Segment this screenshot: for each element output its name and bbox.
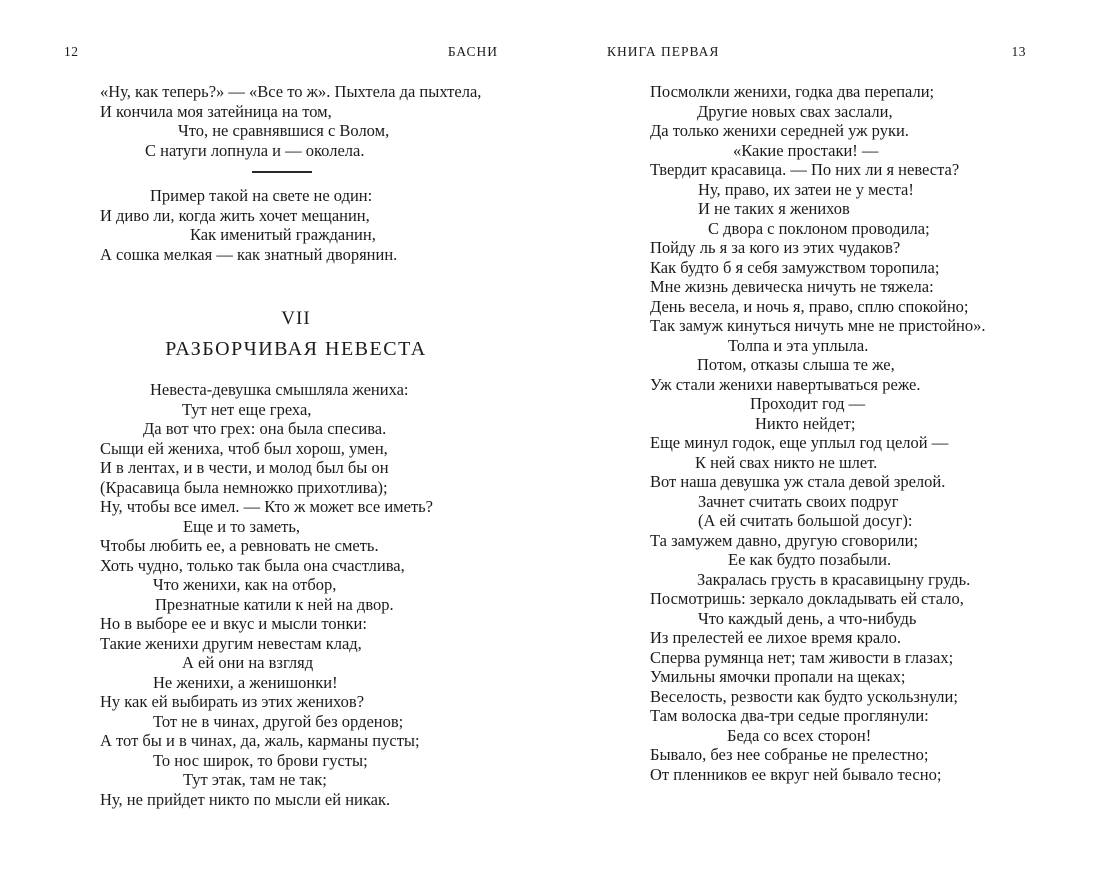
- verse-line: Умильны ямочки пропали на щеках;: [650, 667, 906, 686]
- verse-line: (А ей считать большой досуг):: [698, 511, 913, 530]
- verse-line: И не таких я женихов: [698, 199, 850, 218]
- verse-line: А ей они на взгляд: [182, 653, 314, 672]
- verse-line: Ее как будто позабыли.: [728, 550, 892, 569]
- verse-line: С натуги лопнула и — околела.: [145, 140, 365, 160]
- verse-line: Тут этак, там не так;: [183, 770, 327, 789]
- running-head-left: БАСНИ: [447, 44, 498, 59]
- verse-line: Хоть чудно, только так была она счастлива,: [100, 555, 405, 575]
- verse-line: Такие женихи другим невестам клад,: [100, 633, 362, 653]
- moral-stanza: [100, 186, 492, 264]
- verse-line: Ну, право, их затеи не у места!: [698, 179, 914, 199]
- verse-line: Так замуж кинуться ничуть мне не пристойно».: [650, 316, 986, 335]
- verse-line: Проходит год —: [750, 394, 866, 413]
- verse-line: И диво ли, когда жить хочет мещанин,: [100, 205, 370, 225]
- verse-line: Толпа и эта уплыла.: [728, 335, 869, 355]
- verse-line: Чтобы любить ее, а ревновать не сметь.: [100, 536, 379, 555]
- verse-line: Та замужем давно, другую сговорили;: [650, 530, 919, 550]
- verse-line: Да только женихи середней уж руки.: [650, 121, 909, 140]
- verse-line: От пленников ее вкруг ней бывало тесно;: [650, 764, 942, 784]
- verse-line: Но в выборе ее и вкус и мысли тонки:: [100, 614, 367, 633]
- verse-line: Беда со всех сторон!: [727, 725, 872, 745]
- verse-line: Как именитый гражданин,: [190, 225, 376, 244]
- verse-line: Еще и то заметь,: [183, 516, 301, 536]
- verse-line: Тот не в чинах, другой без орденов;: [153, 711, 404, 731]
- section-title: РАЗБОРЧИВАЯ НЕВЕСТА: [165, 338, 427, 360]
- verse-line: Там волоска два-три седые проглянули:: [650, 706, 929, 725]
- verse-line: Твердит красавица. — По них ли я невеста?: [650, 160, 960, 179]
- verse-line: А сошка мелкая — как знатный дворянин.: [100, 244, 398, 264]
- verse-line: Еще минул годок, еще уплыл год целой —: [650, 433, 949, 452]
- verse-line: Посмолкли женихи, годка два перепали;: [650, 82, 935, 101]
- verse-line: (Красавица была немножко прихотлива);: [100, 477, 388, 497]
- verse-line: Тут нет еще греха,: [182, 399, 312, 419]
- verse-line: Потом, отказы слыша те же,: [697, 355, 895, 374]
- stanza-divider: [252, 171, 312, 173]
- verse-line: То нос широк, то брови густы;: [153, 750, 368, 770]
- page-right: [550, 0, 1100, 880]
- verse-line: Не женихи, а женишонки!: [153, 672, 338, 692]
- verse-line: А тот бы и в чинах, да, жаль, карманы пусты;: [100, 731, 420, 750]
- verse-line: Из прелестей ее лихое время крало.: [650, 628, 901, 647]
- verse-line: Ну, чтобы все имел. — Кто ж может все иметь?: [100, 497, 433, 516]
- poem-left-column: [100, 380, 492, 809]
- verse-line: К ней свах никто не шлет.: [695, 452, 878, 472]
- verse-line: Невеста-девушка смышляла жениха:: [150, 380, 409, 399]
- verse-line: Веселость, резвости как будто ускользнули;: [650, 686, 958, 706]
- verse-line: Закралась грусть в красавицыну грудь.: [697, 569, 971, 589]
- verse-line: Никто нейдет;: [755, 413, 856, 433]
- verse-line: День весела, и ночь я, право, сплю спокойно;: [650, 296, 969, 316]
- running-head-right: КНИГА ПЕРВАЯ: [607, 44, 720, 59]
- section-number: VII: [281, 308, 311, 329]
- page-number-right: 13: [1011, 44, 1026, 59]
- text-block-right: [650, 82, 1042, 784]
- verse-line: Другие новых свах заслали,: [697, 101, 893, 121]
- verse-line: Сперва румянца нет; там живости в глазах;: [650, 647, 954, 667]
- verse-line: Зачнет считать своих подруг: [698, 491, 899, 511]
- verse-line: Что женихи, как на отбор,: [153, 575, 337, 594]
- verse-line: «Какие простаки! —: [733, 140, 879, 160]
- verse-line: Что, не сравнявшися с Волом,: [178, 121, 390, 140]
- verse-line: Мне жизнь девическа ничуть не тяжела:: [650, 277, 934, 296]
- fable-ending-stanza: [100, 82, 492, 160]
- verse-line: Уж стали женихи навертываться реже.: [650, 374, 921, 394]
- verse-line: И в лентах, и в чести, и молод был бы он: [100, 458, 389, 477]
- verse-line: «Ну, как теперь?» — «Все то ж». Пыхтела да пыхтела,: [100, 82, 482, 101]
- verse-line: Пойду ль я за кого из этих чудаков?: [650, 238, 901, 257]
- verse-line: Что каждый день, а что-нибудь: [698, 608, 917, 628]
- verse-line: Как будто б я себя замужством торопила;: [650, 257, 940, 277]
- verse-line: И кончила моя затейница на том,: [100, 101, 332, 121]
- verse-line: Бывало, без нее собранье не прелестно;: [650, 745, 929, 764]
- verse-line: Презнатные катили к ней на двор.: [155, 594, 394, 614]
- verse-line: Вот наша девушка уж стала девой зрелой.: [650, 472, 946, 491]
- poem-right-column: [650, 82, 1042, 784]
- verse-line: Посмотришь: зеркало докладывать ей стало,: [650, 589, 964, 608]
- text-block-left: [100, 82, 492, 809]
- page-number-left: 12: [64, 44, 79, 59]
- verse-line: Ну как ей выбирать из этих женихов?: [100, 692, 365, 711]
- verse-line: Пример такой на свете не один:: [150, 186, 373, 205]
- verse-line: Ну, не прийдет никто по мысли ей никак.: [100, 789, 391, 809]
- verse-line: Да вот что грех: она была спесива.: [143, 419, 387, 438]
- verse-line: Сыщи ей жениха, чтоб был хорош, умен,: [100, 438, 388, 458]
- verse-line: С двора с поклоном проводила;: [708, 218, 930, 238]
